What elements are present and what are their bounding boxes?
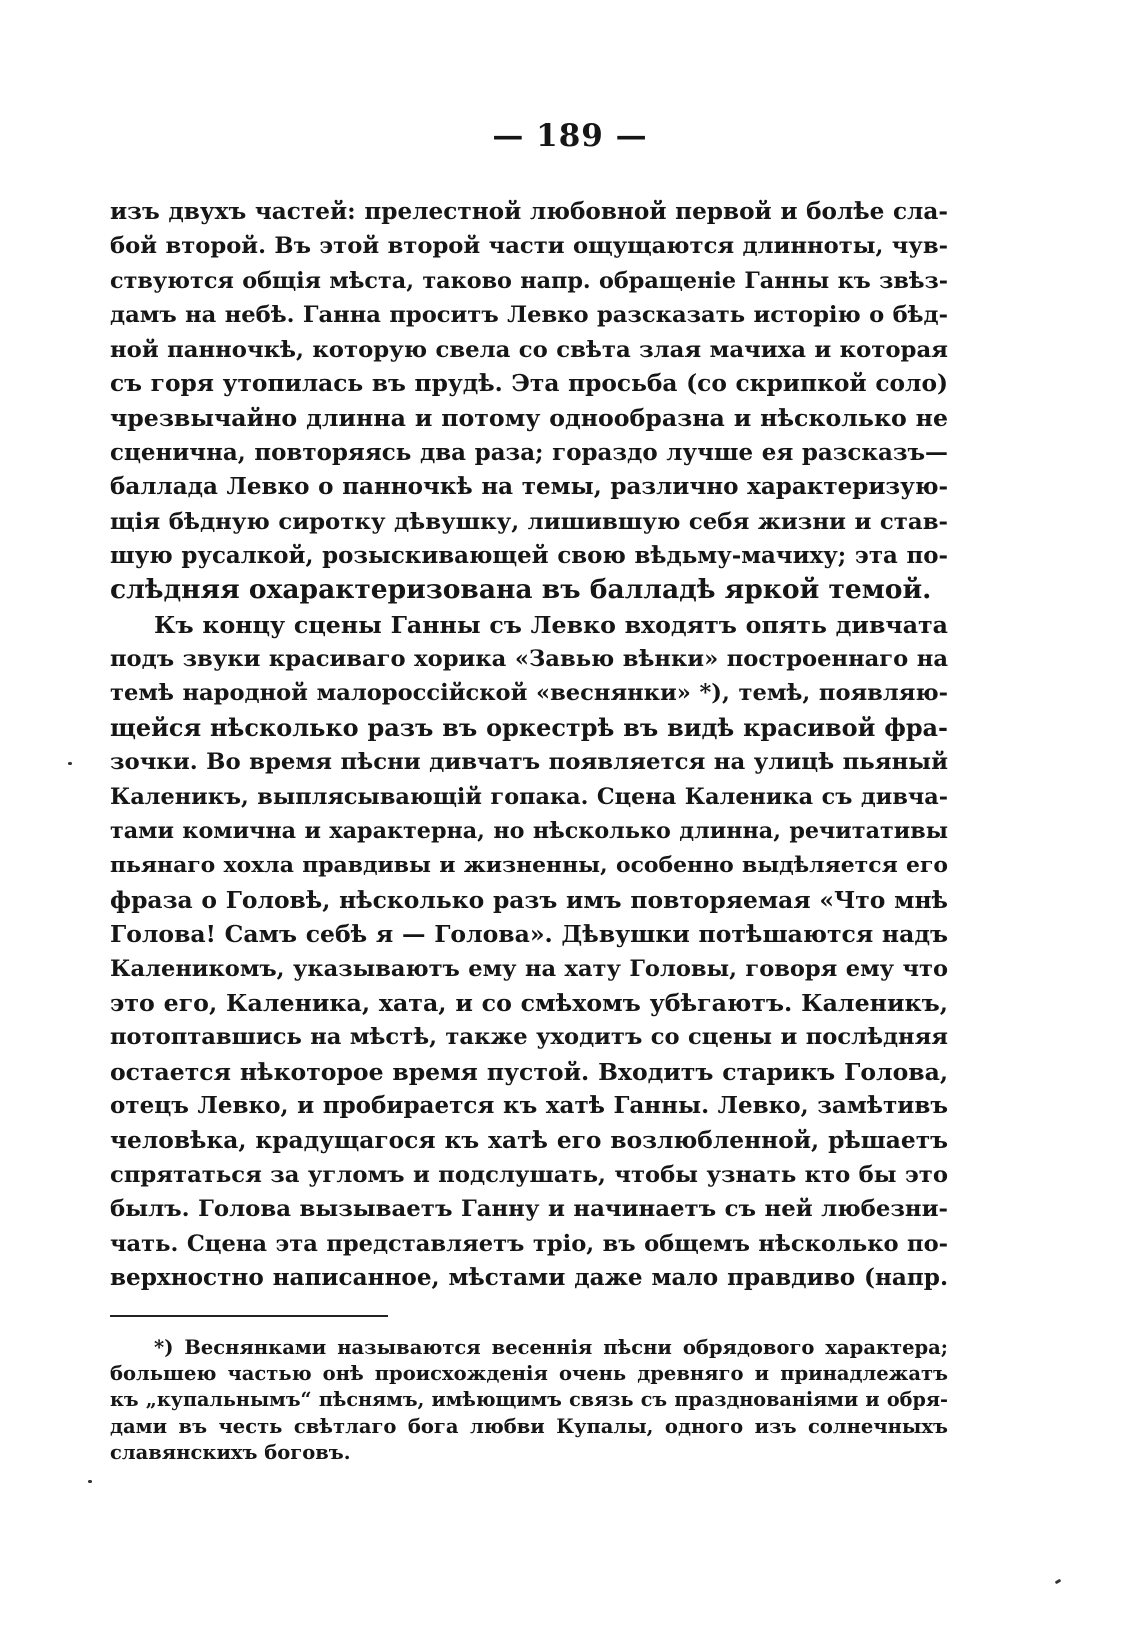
- text-line: остается нѣкоторое время пустой. Входитъ старикъ Голова,: [110, 1057, 948, 1086]
- text-line: сценична, повторяясь два раза; гораздо лучше ея разсказъ—: [110, 438, 948, 466]
- scan-speck: [68, 762, 72, 765]
- text-line: чать. Сцена эта представляетъ тріо, въ общемъ нѣсколько по-: [110, 1230, 948, 1257]
- text-line: съ горя утопилась въ прудѣ. Эта просьба (со скрипкой соло): [110, 369, 948, 397]
- text-line: ствуются общія мѣста, таково напр. обращеніе Ганны къ звѣз-: [110, 267, 948, 294]
- footnote: [110, 1335, 948, 1466]
- text-line: потоптавшись на мѣстѣ, также уходитъ со сцены и послѣдняя: [110, 1024, 948, 1051]
- text-line: чрезвычайно длинна и потому однообразна и нѣсколько не: [110, 404, 948, 433]
- text-line: подъ звуки красиваго хорика «Завью вѣнки» построеннаго на: [110, 646, 948, 673]
- scan-speck: [1055, 1579, 1062, 1585]
- text-line: Голова! Самъ себѣ я — Голова». Дѣвушки потѣшаются надъ: [110, 920, 948, 949]
- text-line: зочки. Во время пѣсни дивчатъ появляется на улицѣ пьяный: [110, 749, 948, 776]
- text-line: спрятаться за угломъ и подслушать, чтобы узнать кто бы это: [110, 1161, 948, 1188]
- text-line: баллада Левко о панночкѣ на темы, различно характеризую-: [110, 473, 948, 501]
- text-line: слѣдняя охарактеризована въ балладѣ яркой темой.: [110, 574, 932, 606]
- footnote-divider: [110, 1315, 388, 1317]
- scan-speck: [88, 1480, 92, 1483]
- text-line: это его, Каленика, хата, и со смѣхомъ убѣгаютъ. Каленикъ,: [110, 988, 948, 1017]
- main-text: [110, 195, 948, 1296]
- text-line: пьянаго хохла правдивы и жизненны, особенно выдѣляется его: [110, 852, 948, 879]
- text-line: былъ. Голова вызываетъ Ганну и начинаетъ съ ней любезни-: [110, 1196, 948, 1223]
- footnote-line: дами въ честь свѣтлаго бога любви Купалы, одного изъ солнечныхъ: [110, 1414, 948, 1438]
- footnote-line: славянскихъ боговъ.: [110, 1440, 351, 1464]
- footnote-line: большею частью онѣ происхожденія очень древняго и принадлежатъ: [110, 1362, 948, 1386]
- text-line: темѣ народной малороссійской «веснянки» *), темѣ, появляю-: [110, 680, 948, 707]
- text-line: бой второй. Въ этой второй части ощущаются длинноты, чув-: [110, 233, 948, 260]
- text-line: щейся нѣсколько разъ въ оркестрѣ въ видѣ красивой фра-: [110, 713, 948, 742]
- text-line: отецъ Левко, и пробирается къ хатѣ Ганны. Левко, замѣтивъ: [110, 1092, 948, 1120]
- text-line: Каленикъ, выплясывающій гопака. Сцена Каленика съ дивча-: [110, 783, 948, 810]
- text-line: дамъ на небѣ. Ганна проситъ Левко разсказать исторію о бѣд-: [110, 302, 948, 329]
- text-line: человѣка, крадущагося къ хатѣ его возлюбленной, рѣшаетъ: [110, 1126, 948, 1154]
- page-number: — 189 —: [492, 118, 648, 154]
- text-line: щія бѣдную сиротку дѣвушку, лишившую себя жизни и став-: [110, 508, 948, 535]
- footnote-line: къ „купальнымъ“ пѣснямъ, имѣющимъ связь съ празднованіями и обря-: [110, 1388, 948, 1412]
- text-line: верхностно написанное, мѣстами даже мало правдиво (напр.: [110, 1264, 948, 1292]
- text-line: Каленикомъ, указываютъ ему на хату Головы, говоря ему что: [110, 955, 948, 982]
- text-line: шую русалкой, розыскивающей свою вѣдьму-мачиху; эта по-: [110, 542, 948, 569]
- text-line: фраза о Головѣ, нѣсколько разъ имъ повторяемая «Что мнѣ: [110, 885, 948, 914]
- text-line: Къ концу сцены Ганны съ Левко входятъ опять дивчата: [154, 610, 948, 639]
- text-line: тами комична и характерна, но нѣсколько длинна, речитативы: [110, 818, 948, 845]
- text-line: изъ двухъ частей: прелестной любовной первой и болѣе сла-: [110, 198, 948, 225]
- text-line: ной панночкѣ, которую свела со свѣта злая мачиха и которая: [110, 336, 948, 363]
- footnote-line: *) Веснянками называются весеннія пѣсни обрядового характера;: [154, 1336, 948, 1359]
